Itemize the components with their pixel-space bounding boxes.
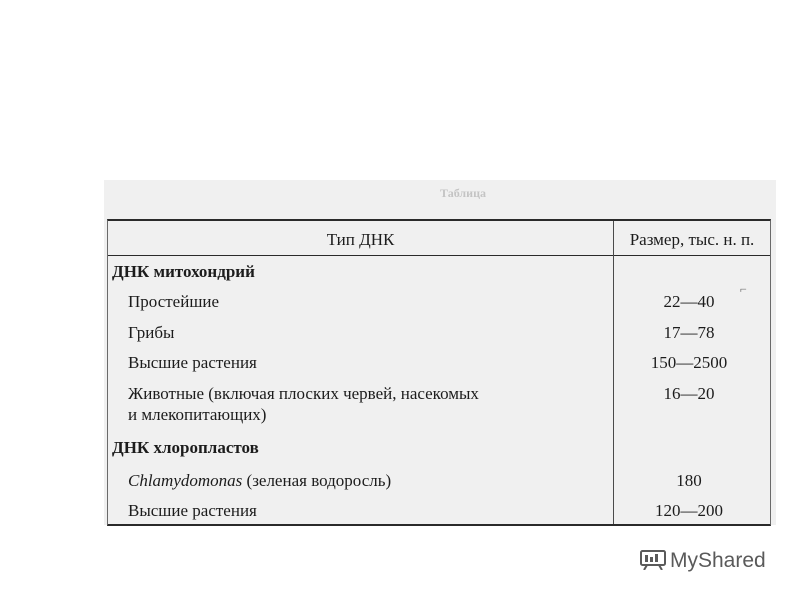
- row-value-animals: 16—20: [663, 384, 715, 403]
- header-dna-type: Тип ДНК: [326, 230, 395, 249]
- section-mitochondrial-dna: ДНК митохондрий: [112, 262, 255, 281]
- row-value-chlamydomonas: 180: [676, 471, 702, 490]
- species-note: (зеленая водоросль): [242, 471, 392, 490]
- species-name: Chlamydomonas: [128, 471, 243, 490]
- row-label-protozoa: Простейшие: [128, 292, 220, 311]
- row-value-higher-plants-mito: 150—2500: [650, 353, 728, 372]
- row-label-fungi: Грибы: [128, 323, 175, 342]
- margin-mark: ⌐: [740, 282, 747, 296]
- presentation-board-icon: [640, 550, 666, 570]
- row-value-fungi: 17—78: [663, 323, 715, 342]
- row-label-higher-plants-chloro: Высшие растения: [128, 501, 257, 520]
- row-value-protozoa: 22—40: [663, 292, 715, 311]
- header-rule: [108, 255, 770, 256]
- dna-size-table: [107, 219, 771, 526]
- row-label-animals-line2: и млекопитающих): [128, 405, 267, 424]
- row-label-chlamydomonas: [128, 470, 391, 491]
- myshared-logo[interactable]: [640, 546, 780, 576]
- row-value-higher-plants-chloro: 120—200: [655, 501, 723, 520]
- row-label-higher-plants-mito: Высшие растения: [128, 353, 257, 372]
- header-size: Размер, тыс. н. п.: [629, 230, 755, 249]
- section-chloroplast-dna: ДНК хлоропластов: [112, 438, 259, 457]
- table-caption: Таблица: [440, 186, 486, 200]
- row-label-animals-line1: Животные (включая плоских червей, насекомых: [128, 384, 479, 403]
- logo-text: MyShared: [670, 549, 766, 572]
